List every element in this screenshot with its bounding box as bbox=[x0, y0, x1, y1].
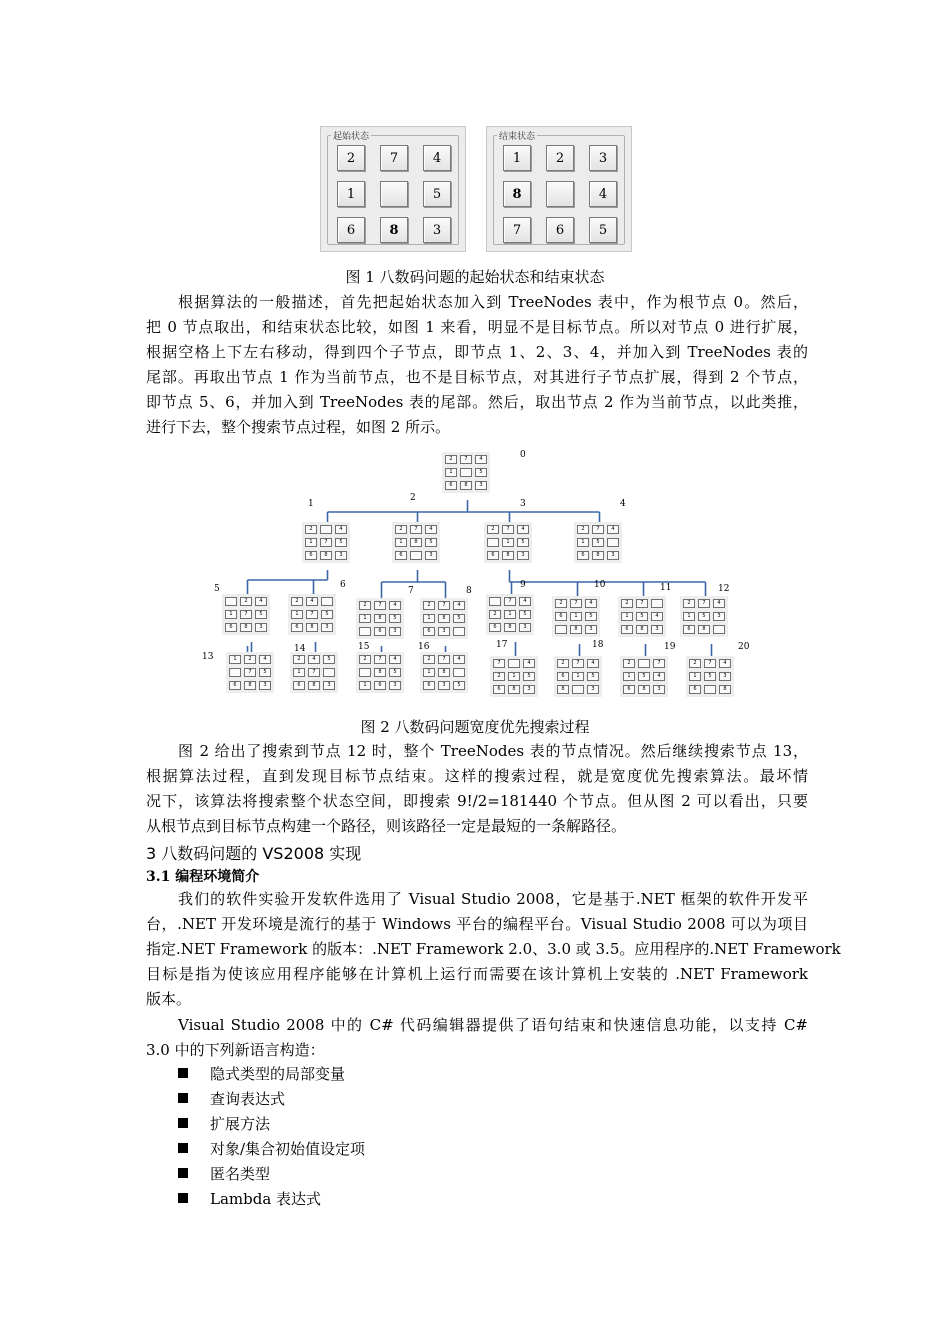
figure-2-search-tree bbox=[190, 446, 770, 706]
puzzle-tile: 2 bbox=[683, 599, 695, 608]
para3-line: 指定.NET Framework 的版本：.NET Framework 2.0、3.0 或 3.5。应用程序的.NET Framework bbox=[146, 940, 841, 958]
puzzle-tile: 3 bbox=[651, 625, 663, 634]
puzzle-tile: 7 bbox=[704, 659, 716, 668]
puzzle-tile: 4 bbox=[651, 612, 663, 621]
bullet-square-icon bbox=[178, 1168, 188, 1178]
start-state-label: 起始状态 bbox=[331, 129, 371, 142]
puzzle-tile: 4 bbox=[653, 672, 665, 681]
bullet-item: 匿名类型 bbox=[178, 1164, 270, 1184]
puzzle-tile: 8 bbox=[557, 685, 569, 694]
bullet-item: 对象/集合初始值设定项 bbox=[178, 1139, 365, 1159]
puzzle-tile: 3 bbox=[335, 551, 347, 560]
tree-node-label: 10 bbox=[594, 580, 606, 590]
puzzle-tile: 6 bbox=[577, 551, 589, 560]
puzzle-tile: 7 bbox=[306, 610, 318, 619]
puzzle-tile: 1 bbox=[570, 612, 582, 621]
puzzle-tile: 3 bbox=[653, 685, 665, 694]
tree-node-10 bbox=[552, 596, 600, 637]
puzzle-tile: 3 bbox=[323, 681, 335, 690]
puzzle-tile: 6 bbox=[546, 217, 574, 243]
puzzle-tile: 4 bbox=[389, 655, 401, 664]
tree-node-16 bbox=[420, 652, 468, 693]
puzzle-tile: 4 bbox=[607, 525, 619, 534]
tree-node-6 bbox=[288, 594, 336, 635]
puzzle-tile: 4 bbox=[519, 597, 531, 606]
tree-node-label: 11 bbox=[660, 583, 672, 593]
start-state-board bbox=[337, 145, 451, 243]
para1-line: 尾部。再取出节点 1 作为当前节点，也不是目标节点，对其进行子节点扩展，得到 2 个节点， bbox=[146, 368, 808, 386]
puzzle-tile: 1 bbox=[504, 610, 516, 619]
puzzle-tile: 1 bbox=[502, 538, 514, 547]
puzzle-tile: 4 bbox=[453, 655, 465, 664]
para4-line: Visual Studio 2008 中的 C# 代码编辑器提供了语句结束和快速信息功能，以支持 C# bbox=[178, 1016, 808, 1034]
puzzle-tile: 5 bbox=[592, 538, 604, 547]
puzzle-tile: 4 bbox=[585, 599, 597, 608]
puzzle-tile: 2 bbox=[240, 597, 252, 606]
para2-line: 图 2 给出了搜索到节点 12 时，整个 TreeNodes 表的节点情况。然后继续搜索节点 13， bbox=[178, 742, 808, 760]
tree-node-2 bbox=[392, 522, 440, 563]
puzzle-tile: 3 bbox=[587, 685, 599, 694]
puzzle-tile: 8 bbox=[698, 625, 710, 634]
tree-node-label: 9 bbox=[520, 580, 526, 590]
para4-line: 3.0 中的下列新语言构造： bbox=[146, 1041, 325, 1059]
figure-1 bbox=[320, 126, 632, 254]
puzzle-tile: 7 bbox=[438, 601, 450, 610]
puzzle-tile: 4 bbox=[719, 659, 731, 668]
puzzle-tile: 8 bbox=[240, 623, 252, 632]
puzzle-tile: 5 bbox=[589, 217, 617, 243]
puzzle-tile: 6 bbox=[423, 627, 435, 636]
tree-node-label: 3 bbox=[520, 499, 526, 509]
para2-line: 从根节点到目标节点构建一个路径，则该路径一定是最短的一条解路径。 bbox=[146, 817, 627, 835]
puzzle-tile: 4 bbox=[587, 659, 599, 668]
tree-node-13 bbox=[226, 652, 274, 693]
puzzle-tile: 2 bbox=[555, 599, 567, 608]
tree-node-7 bbox=[356, 598, 404, 639]
puzzle-tile: 2 bbox=[493, 672, 505, 681]
puzzle-tile: 6 bbox=[305, 551, 317, 560]
blank-tile bbox=[546, 181, 574, 207]
puzzle-tile: 4 bbox=[259, 655, 271, 664]
puzzle-tile: 7 bbox=[374, 655, 386, 664]
puzzle-tile: 3 bbox=[389, 681, 401, 690]
tree-node-1 bbox=[302, 522, 350, 563]
puzzle-tile: 6 bbox=[683, 625, 695, 634]
end-state-board bbox=[503, 145, 617, 243]
blank-tile bbox=[572, 685, 584, 694]
tree-node-19 bbox=[620, 656, 668, 697]
puzzle-tile: 8 bbox=[504, 623, 516, 632]
puzzle-tile: 2 bbox=[359, 601, 371, 610]
puzzle-tile: 1 bbox=[291, 610, 303, 619]
tree-node-label: 4 bbox=[620, 499, 626, 509]
bullet-square-icon bbox=[178, 1093, 188, 1103]
puzzle-tile: 6 bbox=[487, 551, 499, 560]
tree-node-9 bbox=[486, 594, 534, 635]
puzzle-tile: 6 bbox=[225, 623, 237, 632]
puzzle-tile: 1 bbox=[225, 610, 237, 619]
puzzle-tile: 4 bbox=[306, 597, 318, 606]
puzzle-tile: 7 bbox=[698, 599, 710, 608]
puzzle-tile: 2 bbox=[487, 525, 499, 534]
blank-tile bbox=[638, 659, 650, 668]
puzzle-tile: 1 bbox=[445, 468, 457, 477]
puzzle-tile: 7 bbox=[320, 538, 332, 547]
puzzle-tile: 5 bbox=[259, 668, 271, 677]
puzzle-tile: 6 bbox=[337, 217, 365, 243]
puzzle-tile: 2 bbox=[293, 655, 305, 664]
start-state-panel bbox=[320, 126, 466, 252]
puzzle-tile: 1 bbox=[423, 668, 435, 677]
puzzle-tile: 3 bbox=[438, 681, 450, 690]
puzzle-tile: 1 bbox=[621, 612, 633, 621]
puzzle-tile: 8 bbox=[503, 181, 531, 207]
puzzle-tile: 7 bbox=[240, 610, 252, 619]
para3-line: 版本。 bbox=[146, 990, 192, 1008]
puzzle-tile: 5 bbox=[704, 672, 716, 681]
puzzle-tile: 4 bbox=[389, 601, 401, 610]
puzzle-tile: 5 bbox=[523, 672, 535, 681]
blank-tile bbox=[489, 597, 501, 606]
puzzle-tile: 1 bbox=[229, 655, 241, 664]
puzzle-tile: 7 bbox=[244, 668, 256, 677]
puzzle-tile: 4 bbox=[335, 525, 347, 534]
bullet-square-icon bbox=[178, 1143, 188, 1153]
puzzle-tile: 8 bbox=[592, 551, 604, 560]
puzzle-tile: 5 bbox=[425, 538, 437, 547]
puzzle-tile: 3 bbox=[423, 217, 451, 243]
tree-node-5 bbox=[222, 594, 270, 635]
puzzle-tile: 6 bbox=[374, 627, 386, 636]
puzzle-tile: 7 bbox=[502, 525, 514, 534]
puzzle-tile: 7 bbox=[374, 601, 386, 610]
puzzle-tile: 1 bbox=[683, 612, 695, 621]
figure-1-caption: 图 1 八数码问题的起始状态和结束状态 bbox=[345, 268, 605, 286]
blank-tile bbox=[323, 668, 335, 677]
blank-tile bbox=[380, 181, 408, 207]
puzzle-tile: 3 bbox=[255, 623, 267, 632]
tree-node-0 bbox=[442, 452, 490, 493]
puzzle-tile: 4 bbox=[308, 655, 320, 664]
puzzle-tile: 5 bbox=[517, 538, 529, 547]
puzzle-tile: 6 bbox=[623, 685, 635, 694]
puzzle-tile: 7 bbox=[504, 597, 516, 606]
puzzle-tile: 4 bbox=[453, 601, 465, 610]
puzzle-tile: 3 bbox=[589, 145, 617, 171]
puzzle-tile: 2 bbox=[489, 610, 501, 619]
puzzle-tile: 5 bbox=[423, 181, 451, 207]
blank-tile bbox=[704, 685, 716, 694]
blank-tile bbox=[460, 468, 472, 477]
bullet-square-icon bbox=[178, 1118, 188, 1128]
puzzle-tile: 8 bbox=[460, 481, 472, 490]
para2-line: 况下，该算法将搜索整个状态空间，即搜索 9!/2=181440 个节点。但从图 2 可以看出，只要 bbox=[146, 792, 808, 810]
puzzle-tile: 2 bbox=[546, 145, 574, 171]
puzzle-tile: 1 bbox=[577, 538, 589, 547]
tree-node-label: 2 bbox=[410, 493, 416, 503]
puzzle-tile: 8 bbox=[410, 538, 422, 547]
blank-tile bbox=[487, 538, 499, 547]
puzzle-tile: 5 bbox=[453, 681, 465, 690]
tree-node-15 bbox=[356, 652, 404, 693]
tree-node-label: 14 bbox=[294, 644, 306, 654]
puzzle-tile: 7 bbox=[410, 525, 422, 534]
puzzle-tile: 7 bbox=[653, 659, 665, 668]
tree-node-label: 1 bbox=[308, 499, 314, 509]
puzzle-tile: 1 bbox=[508, 672, 520, 681]
puzzle-tile: 2 bbox=[291, 597, 303, 606]
puzzle-tile: 6 bbox=[493, 685, 505, 694]
blank-tile bbox=[453, 627, 465, 636]
puzzle-tile: 6 bbox=[489, 623, 501, 632]
puzzle-tile: 8 bbox=[374, 614, 386, 623]
tree-node-label: 20 bbox=[738, 642, 750, 652]
puzzle-tile: 8 bbox=[380, 217, 408, 243]
bullet-item: Lambda 表达式 bbox=[178, 1189, 321, 1209]
tree-node-label: 17 bbox=[496, 640, 508, 650]
blank-tile bbox=[508, 659, 520, 668]
puzzle-tile: 5 bbox=[389, 668, 401, 677]
tree-node-label: 6 bbox=[340, 580, 346, 590]
tree-node-20 bbox=[686, 656, 734, 697]
puzzle-tile: 8 bbox=[502, 551, 514, 560]
tree-node-label: 15 bbox=[358, 642, 370, 652]
para1-line: 进行下去，整个搜索节点过程，如图 2 所示。 bbox=[146, 418, 451, 436]
para2-line: 根据算法过程，直到发现目标节点结束。这样的搜索过程，就是宽度优先搜索算法。最坏情 bbox=[146, 767, 808, 785]
puzzle-tile: 7 bbox=[460, 455, 472, 464]
puzzle-tile: 1 bbox=[359, 681, 371, 690]
puzzle-tile: 1 bbox=[623, 672, 635, 681]
puzzle-tile: 6 bbox=[621, 625, 633, 634]
tree-node-3 bbox=[484, 522, 532, 563]
puzzle-tile: 6 bbox=[374, 681, 386, 690]
puzzle-tile: 2 bbox=[305, 525, 317, 534]
puzzle-tile: 3 bbox=[713, 612, 725, 621]
puzzle-tile: 2 bbox=[577, 525, 589, 534]
puzzle-tile: 7 bbox=[570, 599, 582, 608]
bullet-item: 查询表达式 bbox=[178, 1089, 285, 1109]
puzzle-tile: 3 bbox=[517, 551, 529, 560]
blank-tile bbox=[359, 668, 371, 677]
puzzle-tile: 3 bbox=[519, 623, 531, 632]
blank-tile bbox=[453, 668, 465, 677]
puzzle-tile: 3 bbox=[438, 627, 450, 636]
para3-line: 台，.NET 开发环境是流行的基于 Windows 平台的编程平台。Visual Studio 2008 可以为项目 bbox=[146, 915, 808, 933]
tree-node-label: 12 bbox=[718, 584, 730, 594]
puzzle-tile: 1 bbox=[503, 145, 531, 171]
puzzle-tile: 1 bbox=[359, 614, 371, 623]
section-heading: 3 八数码问题的 VS2008 实现 bbox=[146, 844, 362, 863]
puzzle-tile: 5 bbox=[698, 612, 710, 621]
puzzle-tile: 3 bbox=[607, 551, 619, 560]
puzzle-tile: 5 bbox=[389, 614, 401, 623]
puzzle-tile: 2 bbox=[445, 455, 457, 464]
tree-node-11 bbox=[618, 596, 666, 637]
para3-line: 目标是指为使该应用程序能够在计算机上运行而需要在该计算机上安装的 .NET Framework bbox=[146, 965, 808, 983]
puzzle-tile: 7 bbox=[308, 668, 320, 677]
puzzle-tile: 4 bbox=[425, 525, 437, 534]
tree-node-12 bbox=[680, 596, 728, 637]
puzzle-tile: 5 bbox=[475, 468, 487, 477]
puzzle-tile: 3 bbox=[259, 681, 271, 690]
puzzle-tile: 3 bbox=[425, 551, 437, 560]
puzzle-tile: 3 bbox=[389, 627, 401, 636]
bullet-item: 隐式类型的局部变量 bbox=[178, 1064, 345, 1084]
puzzle-tile: 2 bbox=[423, 655, 435, 664]
puzzle-tile: 8 bbox=[438, 668, 450, 677]
tree-node-18 bbox=[554, 656, 602, 697]
puzzle-tile: 6 bbox=[689, 685, 701, 694]
puzzle-tile: 7 bbox=[503, 217, 531, 243]
tree-node-label: 8 bbox=[466, 586, 472, 596]
puzzle-tile: 1 bbox=[689, 672, 701, 681]
puzzle-tile: 1 bbox=[337, 181, 365, 207]
puzzle-tile: 4 bbox=[517, 525, 529, 534]
end-state-panel bbox=[486, 126, 632, 252]
puzzle-tile: 8 bbox=[438, 614, 450, 623]
puzzle-tile: 3 bbox=[523, 685, 535, 694]
puzzle-tile: 4 bbox=[589, 181, 617, 207]
puzzle-tile: 5 bbox=[585, 612, 597, 621]
puzzle-tile: 8 bbox=[570, 625, 582, 634]
tree-node-label: 7 bbox=[408, 586, 414, 596]
puzzle-tile: 2 bbox=[423, 601, 435, 610]
puzzle-tile: 1 bbox=[293, 668, 305, 677]
figure-2-caption: 图 2 八数码问题宽度优先搜索过程 bbox=[360, 718, 590, 736]
puzzle-tile: 6 bbox=[293, 681, 305, 690]
puzzle-tile: 8 bbox=[306, 623, 318, 632]
blank-tile bbox=[651, 599, 663, 608]
blank-tile bbox=[321, 597, 333, 606]
blank-tile bbox=[713, 625, 725, 634]
tree-node-14 bbox=[290, 652, 338, 693]
puzzle-tile: 2 bbox=[689, 659, 701, 668]
para3-line: 我们的软件实验开发软件选用了 Visual Studio 2008，它是基于.NET 框架的软件开发平 bbox=[178, 890, 808, 908]
puzzle-tile: 2 bbox=[623, 659, 635, 668]
puzzle-tile: 5 bbox=[453, 614, 465, 623]
blank-tile bbox=[359, 627, 371, 636]
puzzle-tile: 3 bbox=[719, 672, 731, 681]
blank-tile bbox=[607, 538, 619, 547]
puzzle-tile: 5 bbox=[321, 610, 333, 619]
puzzle-tile: 5 bbox=[636, 612, 648, 621]
para1-line: 根据空格上下左右移动，得到四个子节点，即节点 1、2、3、4，并加入到 TreeNodes 表的 bbox=[146, 343, 808, 361]
puzzle-tile: 5 bbox=[519, 610, 531, 619]
puzzle-tile: 6 bbox=[445, 481, 457, 490]
bullet-item: 扩展方法 bbox=[178, 1114, 270, 1134]
puzzle-tile: 6 bbox=[423, 681, 435, 690]
puzzle-tile: 2 bbox=[359, 655, 371, 664]
puzzle-tile: 7 bbox=[592, 525, 604, 534]
puzzle-tile: 1 bbox=[423, 614, 435, 623]
puzzle-tile: 8 bbox=[244, 681, 256, 690]
puzzle-tile: 8 bbox=[308, 681, 320, 690]
puzzle-tile: 6 bbox=[395, 551, 407, 560]
puzzle-tile: 3 bbox=[585, 625, 597, 634]
puzzle-tile: 3 bbox=[475, 481, 487, 490]
tree-node-label: 18 bbox=[592, 640, 604, 650]
puzzle-tile: 2 bbox=[395, 525, 407, 534]
subsection-heading: 3.1 编程环境简介 bbox=[146, 869, 260, 885]
tree-node-label: 13 bbox=[202, 652, 214, 662]
puzzle-tile: 3 bbox=[321, 623, 333, 632]
puzzle-tile: 8 bbox=[719, 685, 731, 694]
puzzle-tile: 5 bbox=[638, 672, 650, 681]
blank-tile bbox=[225, 597, 237, 606]
puzzle-tile: 4 bbox=[255, 597, 267, 606]
bullet-square-icon bbox=[178, 1068, 188, 1078]
puzzle-tile: 1 bbox=[572, 672, 584, 681]
puzzle-tile: 7 bbox=[380, 145, 408, 171]
tree-node-8 bbox=[420, 598, 468, 639]
puzzle-tile: 2 bbox=[244, 655, 256, 664]
puzzle-tile: 5 bbox=[323, 655, 335, 664]
puzzle-tile: 6 bbox=[555, 612, 567, 621]
puzzle-tile: 4 bbox=[423, 145, 451, 171]
puzzle-tile: 8 bbox=[638, 685, 650, 694]
puzzle-tile: 5 bbox=[587, 672, 599, 681]
puzzle-tile: 4 bbox=[475, 455, 487, 464]
puzzle-tile: 1 bbox=[395, 538, 407, 547]
puzzle-tile: 6 bbox=[557, 672, 569, 681]
bullet-square-icon bbox=[178, 1193, 188, 1203]
puzzle-tile: 8 bbox=[508, 685, 520, 694]
puzzle-tile: 7 bbox=[572, 659, 584, 668]
puzzle-tile: 7 bbox=[438, 655, 450, 664]
puzzle-tile: 7 bbox=[493, 659, 505, 668]
blank-tile bbox=[229, 668, 241, 677]
blank-tile bbox=[410, 551, 422, 560]
end-state-label: 结束状态 bbox=[497, 129, 537, 142]
puzzle-tile: 8 bbox=[374, 668, 386, 677]
puzzle-tile: 2 bbox=[557, 659, 569, 668]
puzzle-tile: 6 bbox=[291, 623, 303, 632]
puzzle-tile: 1 bbox=[305, 538, 317, 547]
blank-tile bbox=[555, 625, 567, 634]
para1-line: 即节点 5、6，并加入到 TreeNodes 表的尾部。然后，取出节点 2 作为当前节点，以此类推， bbox=[146, 393, 808, 411]
puzzle-tile: 5 bbox=[255, 610, 267, 619]
blank-tile bbox=[320, 525, 332, 534]
puzzle-tile: 2 bbox=[621, 599, 633, 608]
puzzle-tile: 7 bbox=[636, 599, 648, 608]
puzzle-tile: 5 bbox=[335, 538, 347, 547]
puzzle-tile: 4 bbox=[713, 599, 725, 608]
tree-node-17 bbox=[490, 656, 538, 697]
puzzle-tile: 8 bbox=[320, 551, 332, 560]
para1-line: 把 0 节点取出，和结束状态比较，如图 1 来看，明显不是目标节点。所以对节点 0 进行扩展， bbox=[146, 318, 808, 336]
puzzle-tile: 6 bbox=[229, 681, 241, 690]
puzzle-tile: 2 bbox=[337, 145, 365, 171]
tree-node-4 bbox=[574, 522, 622, 563]
tree-node-label: 16 bbox=[418, 642, 430, 652]
tree-node-label: 0 bbox=[520, 450, 526, 460]
puzzle-tile: 4 bbox=[523, 659, 535, 668]
para1-line: 根据算法的一般描述，首先把起始状态加入到 TreeNodes 表中，作为根节点 0。然后， bbox=[178, 293, 808, 311]
tree-node-label: 5 bbox=[214, 584, 220, 594]
tree-node-label: 19 bbox=[664, 642, 676, 652]
puzzle-tile: 8 bbox=[636, 625, 648, 634]
